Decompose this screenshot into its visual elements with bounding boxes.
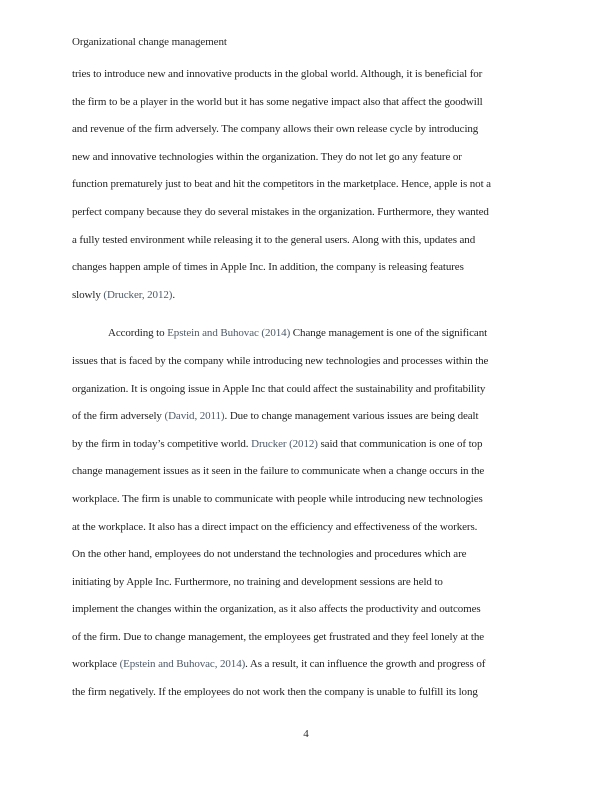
- citation: Drucker (2012): [251, 437, 318, 450]
- text-run: the firm to be a player in the world but it has some negative impact also that affect the goodwill: [72, 95, 483, 108]
- text-run: initiating by Apple Inc. Furthermore, no training and development sessions are held to: [72, 575, 443, 588]
- text-run: workplace. The firm is unable to communicate with people while introducing new technologies: [72, 492, 483, 505]
- text-run: changes happen ample of times in Apple Inc. In addition, the company is releasing features: [72, 261, 464, 274]
- text-run: issues that is faced by the company while introducing new technologies and processes within the: [72, 354, 489, 367]
- text-line: [72, 320, 550, 348]
- text-line: [72, 596, 550, 624]
- citation: Epstein and Buhovac (2014): [167, 327, 291, 340]
- text-run: .: [172, 288, 175, 301]
- paragraph: [72, 61, 550, 309]
- text-run: workplace: [72, 658, 120, 671]
- text-line: [72, 227, 550, 255]
- text-line: [72, 679, 550, 707]
- text-line: [72, 486, 550, 514]
- text-run: perfect company because they do several mistakes in the organization. Furthermore, they wanted: [72, 205, 489, 218]
- text-run: slowly: [72, 288, 104, 301]
- text-run: a fully tested environment while releasing it to the general users. Along with this, updates and: [72, 233, 476, 246]
- text-run: change management issues as it seen in the failure to communicate when a change occurs in the: [72, 465, 485, 478]
- text-line: [72, 171, 550, 199]
- text-line: [72, 431, 550, 459]
- text-line: [72, 569, 550, 597]
- text-line: [72, 514, 550, 542]
- text-line: [72, 348, 550, 376]
- text-run: tries to introduce new and innovative products in the global world. Although, it is beneficial for: [72, 68, 483, 80]
- text-run: said that communication is one of top: [317, 437, 483, 450]
- citation: (Epstein and Buhovac, 2014): [119, 658, 246, 671]
- text-run: new and innovative technologies within the organization. They do not let go any feature or: [72, 150, 462, 163]
- text-run: implement the changes within the organization, as it also affects the productivity and outcomes: [72, 603, 481, 616]
- text-run: organization. It is ongoing issue in Apple Inc that could affect the sustainability and profitability: [72, 382, 486, 395]
- text-run: the firm negatively. If the employees do not work then the company is unable to fulfill its long: [72, 686, 478, 699]
- text-line: [72, 254, 550, 282]
- page-number: 4: [303, 728, 309, 740]
- text-run: at the workplace. It also has a direct impact on the efficiency and effectiveness of the workers.: [72, 520, 478, 533]
- text-line: [72, 541, 550, 569]
- text-run: According to: [108, 327, 168, 340]
- text-line: [72, 458, 550, 486]
- text-line: [72, 199, 550, 227]
- citation: (Drucker, 2012): [103, 288, 173, 301]
- text-run: of the firm. Due to change management, the employees get frustrated and they feel lonely at the: [72, 630, 485, 643]
- text-run: Change management is one of the significant: [290, 327, 488, 340]
- text-line: [72, 282, 550, 310]
- citation: (David, 2011): [164, 410, 225, 423]
- text-run: of the firm adversely: [72, 410, 165, 423]
- text-run: On the other hand, employees do not understand the technologies and procedures which are: [72, 548, 467, 561]
- document-body: [72, 61, 550, 707]
- text-line: [72, 61, 550, 89]
- text-line: [72, 116, 550, 144]
- text-line: [72, 376, 550, 404]
- paragraph: [72, 320, 550, 706]
- text-line: [72, 651, 550, 679]
- text-line: [72, 89, 550, 117]
- text-run: by the firm in today’s competitive world.: [72, 437, 252, 450]
- running-header: Organizational change management: [72, 36, 227, 48]
- text-run: . Due to change management various issues are being dealt: [224, 410, 479, 423]
- text-line: [72, 624, 550, 652]
- text-line: [72, 403, 550, 431]
- text-line: [72, 144, 550, 172]
- text-run: . As a result, it can influence the growth and progress of: [245, 658, 486, 671]
- text-run: function prematurely just to beat and hit the competitors in the marketplace. Hence, apple is not a: [72, 178, 491, 191]
- text-run: and revenue of the firm adversely. The company allows their own release cycle by introducing: [72, 123, 479, 136]
